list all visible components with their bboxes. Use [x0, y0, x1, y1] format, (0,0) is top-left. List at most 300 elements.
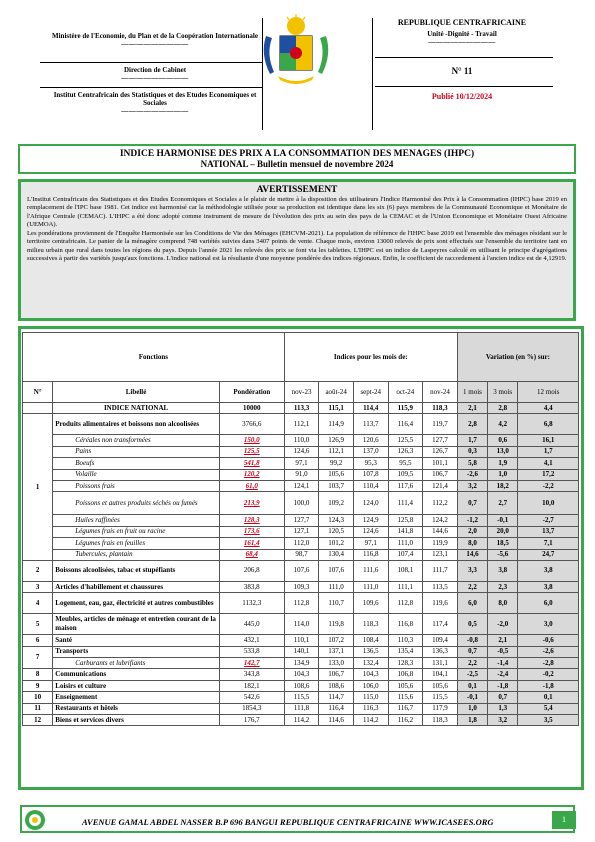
- row-index-value: 133,0: [319, 658, 354, 669]
- institute-label: Institut Centrafricain des Statistiques et des Etudes Economiques et Sociales —————————: [53, 91, 257, 116]
- bulletin-title: INDICE HARMONISE DES PRIX A LA CONSOMMATION DES MENAGES (IHPC) NATIONAL – Bulletin mensuel de novembre 2024: [18, 144, 576, 174]
- row-index-value: 95,3: [353, 458, 388, 469]
- table-row: [23, 446, 579, 457]
- row-ponderation: 120,2: [219, 469, 284, 480]
- row-variation-value: 3,8: [518, 560, 579, 581]
- row-variation-value: 1,9: [488, 458, 518, 469]
- row-variation-value: 10,0: [518, 492, 579, 515]
- row-variation-value: 3,2: [457, 480, 487, 491]
- row-number: 5: [23, 614, 53, 635]
- table-row: [23, 560, 579, 581]
- row-index-value: 115,0: [353, 692, 388, 703]
- row-variation-value: 1,8: [457, 715, 487, 726]
- row-ponderation: 445,0: [219, 614, 284, 635]
- row-variation-value: -5,6: [488, 549, 518, 560]
- row-label: Articles d'habillement et chaussures: [53, 581, 220, 592]
- row-index-value: 106,0: [353, 680, 388, 691]
- table-row: [23, 480, 579, 491]
- row-index-value: 110,1: [284, 635, 319, 646]
- row-index-value: 116,8: [388, 614, 423, 635]
- row-number: 11: [23, 703, 53, 714]
- row-label: Légumes frais en fruit ou racine: [53, 526, 220, 537]
- row-ponderation: 128,3: [219, 515, 284, 526]
- row-number: 9: [23, 680, 53, 691]
- published-date: Publié 10/12/2024: [431, 92, 493, 101]
- row-ponderation: 68,4: [219, 549, 284, 560]
- table-row: [23, 581, 579, 592]
- row-variation-value: 3,8: [518, 581, 579, 592]
- row-variation-value: -2,6: [518, 646, 579, 657]
- row-index-value: 109,4: [423, 635, 458, 646]
- row-variation-value: 5,8: [457, 458, 487, 469]
- header-divider-right-2: [375, 86, 553, 87]
- warning-heading: AVERTISSEMENT: [256, 185, 338, 195]
- row-index-value: 110,3: [388, 635, 423, 646]
- row-index-value: 114,7: [319, 692, 354, 703]
- row-index-value: 111,8: [284, 703, 319, 714]
- row-label: Loisirs et culture: [53, 680, 220, 691]
- row-index-value: 111,1: [388, 581, 423, 592]
- row-ponderation: 1132,3: [219, 593, 284, 614]
- cabinet-label: Direction de Cabinet —————————: [121, 66, 189, 83]
- table-row: [23, 414, 579, 435]
- table-row: [23, 646, 579, 657]
- row-label: Céréales non transformées: [53, 435, 220, 446]
- row-index-value: 116,2: [388, 715, 423, 726]
- row-ponderation: 3766,6: [219, 414, 284, 435]
- row-variation-value: 0,7: [457, 646, 487, 657]
- row-index-value: 127,1: [284, 526, 319, 537]
- row-number: 4: [23, 593, 53, 614]
- row-index-value: 117,9: [423, 703, 458, 714]
- row-variation-value: -0,2: [518, 669, 579, 680]
- row-index-value: 111,4: [388, 492, 423, 515]
- row-index-value: 97,1: [353, 538, 388, 549]
- row-index-value: 125,5: [388, 435, 423, 446]
- row-index-value: 120,6: [353, 435, 388, 446]
- row-index-value: 125,8: [388, 515, 423, 526]
- row-index-value: 127,7: [423, 435, 458, 446]
- row-variation-value: 18,2: [488, 480, 518, 491]
- row-index-value: 144,6: [423, 526, 458, 537]
- row-index-value: 106,7: [423, 469, 458, 480]
- row-index-value: 124,2: [423, 515, 458, 526]
- table-row: [23, 549, 579, 560]
- row-label: Volaille: [53, 469, 220, 480]
- table-row: [23, 715, 579, 726]
- row-index-value: 98,7: [284, 549, 319, 560]
- row-index-value: 114,6: [319, 715, 354, 726]
- row-index-value: 130,4: [319, 549, 354, 560]
- row-index-value: 109,3: [284, 581, 319, 592]
- row-number: 1: [23, 414, 53, 561]
- row-index-value: 124,3: [319, 515, 354, 526]
- row-index-value: 111,0: [388, 538, 423, 549]
- row-variation-value: -2,0: [488, 614, 518, 635]
- row-index-value: 116,7: [388, 703, 423, 714]
- row-number: 6: [23, 635, 53, 646]
- row-index-value: 115,5: [284, 692, 319, 703]
- national-label: INDICE NATIONAL: [53, 403, 220, 414]
- row-index-value: 126,3: [388, 446, 423, 457]
- row-label: Poissons frais: [53, 480, 220, 491]
- row-index-value: 124,6: [284, 446, 319, 457]
- row-variation-value: 8,0: [457, 538, 487, 549]
- row-ponderation: 432,1: [219, 635, 284, 646]
- row-index-value: 100,0: [284, 492, 319, 515]
- table-row: [23, 614, 579, 635]
- row-label: Logement, eau, gaz, électricité et autres combustibles: [53, 593, 220, 614]
- row-variation-value: 2,1: [488, 635, 518, 646]
- row-variation-value: -2,5: [457, 669, 487, 680]
- row-variation-value: 0,6: [488, 435, 518, 446]
- row-index-value: 111,6: [353, 560, 388, 581]
- row-index-value: 113,7: [353, 414, 388, 435]
- row-index-value: 116,3: [353, 703, 388, 714]
- row-index-value: 135,4: [388, 646, 423, 657]
- row-index-value: 110,0: [284, 435, 319, 446]
- row-variation-value: 2,2: [457, 658, 487, 669]
- row-variation-value: 1,0: [457, 703, 487, 714]
- row-variation-value: 13,7: [518, 526, 579, 537]
- header-divider-right-1: [375, 57, 553, 58]
- row-number: 12: [23, 715, 53, 726]
- row-index-value: 136,3: [423, 646, 458, 657]
- row-index-value: 120,5: [319, 526, 354, 537]
- row-variation-value: 6,0: [457, 593, 487, 614]
- row-variation-value: 6,0: [518, 593, 579, 614]
- row-label: Carburants et lubrifiants: [53, 658, 220, 669]
- row-label: Légumes frais en feuilles: [53, 538, 220, 549]
- row-variation-value: 4,2: [488, 414, 518, 435]
- row-variation-value: -2,4: [488, 669, 518, 680]
- table-row: [23, 538, 579, 549]
- row-variation-value: 6,8: [518, 414, 579, 435]
- row-variation-value: -2,8: [518, 658, 579, 669]
- row-variation-value: -0,6: [518, 635, 579, 646]
- row-index-value: 134,9: [284, 658, 319, 669]
- row-index-value: 108,6: [319, 680, 354, 691]
- row-ponderation: 176,7: [219, 715, 284, 726]
- row-index-value: 116,8: [353, 549, 388, 560]
- row-index-value: 119,7: [423, 414, 458, 435]
- row-label: Boissons alcoolisées, tabac et stupéfiants: [53, 560, 220, 581]
- row-variation-value: 1,7: [518, 446, 579, 457]
- row-variation-value: 2,3: [488, 581, 518, 592]
- row-variation-value: 3,2: [488, 715, 518, 726]
- row-index-value: 99,2: [319, 458, 354, 469]
- row-label: Enseignement: [53, 692, 220, 703]
- row-variation-value: 0,1: [457, 680, 487, 691]
- row-ponderation: 182,1: [219, 680, 284, 691]
- coat-of-arms-icon: [260, 14, 332, 88]
- row-variation-value: 3,8: [488, 560, 518, 581]
- row-ponderation: 213,9: [219, 492, 284, 515]
- row-ponderation: 533,8: [219, 646, 284, 657]
- row-variation-value: 2,2: [457, 581, 487, 592]
- row-index-value: 115,5: [423, 692, 458, 703]
- row-index-value: 112,2: [423, 492, 458, 515]
- row-variation-value: -2,2: [518, 480, 579, 491]
- row-index-value: 126,7: [423, 446, 458, 457]
- institute-logo-icon: [24, 809, 46, 831]
- table-row: [23, 680, 579, 691]
- row-ponderation: 150,0: [219, 435, 284, 446]
- row-index-value: 118,3: [353, 614, 388, 635]
- header-month-4: oct-24: [388, 382, 423, 403]
- row-ponderation: 173,6: [219, 526, 284, 537]
- index-table: [22, 332, 579, 726]
- row-variation-value: -0,1: [457, 692, 487, 703]
- row-index-value: 107,6: [319, 560, 354, 581]
- row-label: Biens et services divers: [53, 715, 220, 726]
- row-index-value: 109,6: [353, 593, 388, 614]
- row-index-value: 128,3: [388, 658, 423, 669]
- row-variation-value: 20,0: [488, 526, 518, 537]
- header-var-2: 3 mois: [488, 382, 518, 403]
- row-ponderation: 142,7: [219, 658, 284, 669]
- row-label: Communications: [53, 669, 220, 680]
- row-index-value: 119,6: [423, 593, 458, 614]
- row-variation-value: 0,7: [457, 492, 487, 515]
- row-index-value: 108,4: [353, 635, 388, 646]
- row-index-value: 91,0: [284, 469, 319, 480]
- warning-paragraph-2: Les pondérations proviennent de l'Enquête Harmonisée sur les Conditions de Vie des Ménages (EHCVM-2021). La population de référence de l'IHPC base 2019 est l'ensemble des ménages résidant sur le territoire centrafricain. Le panier de la ménagère comprend 748 variétés suivies dans 3407 points de vente. Chaque mois, environ 13000 relevés de prix sont effectués sur l'ensemble du territoire tant en milieu urbain que rural dans toutes les régions du pays. Depuis l'année 2021 les relevés des prix se font via les tablettes. L'IHPC est un indice de Laspeyres calculé en utilisant le principe d'agrégations successives à partir des variétés jusqu'aux fonctions. L'indice national est la résultante d'une moyenne pondérée des indices régionaux. Enfin, le coefficient de raccordement à l'ancien indice est de 4,12919.: [27, 229, 567, 263]
- country-label: REPUBLIQUE CENTRAFRICAINE: [397, 18, 527, 27]
- row-index-value: 113,5: [423, 581, 458, 592]
- row-variation-value: 2,8: [457, 414, 487, 435]
- row-index-value: 103,7: [319, 480, 354, 491]
- row-variation-value: 1,0: [488, 469, 518, 480]
- row-variation-value: 14,6: [457, 549, 487, 560]
- row-number: 3: [23, 581, 53, 592]
- header-var-1: 1 mois: [457, 382, 487, 403]
- table-row: [23, 469, 579, 480]
- row-variation-value: 1,3: [488, 703, 518, 714]
- row-index-value: 97,1: [284, 458, 319, 469]
- row-index-value: 124,0: [353, 492, 388, 515]
- table-row: [23, 692, 579, 703]
- row-index-value: 109,5: [388, 469, 423, 480]
- row-number: 2: [23, 560, 53, 581]
- row-variation-value: 7,1: [518, 538, 579, 549]
- row-index-value: 106,7: [319, 669, 354, 680]
- row-label: Meubles, articles de ménage et entretien courant de la maison: [53, 614, 220, 635]
- row-variation-value: 5,4: [518, 703, 579, 714]
- row-index-value: 131,1: [423, 658, 458, 669]
- table-row: [23, 635, 579, 646]
- row-variation-value: 1,7: [457, 435, 487, 446]
- footer-bar: [20, 805, 575, 833]
- row-index-value: 114,2: [353, 715, 388, 726]
- table-row: [23, 526, 579, 537]
- row-index-value: 124,6: [353, 526, 388, 537]
- row-index-value: 105,6: [423, 680, 458, 691]
- row-variation-value: 0,1: [518, 692, 579, 703]
- row-index-value: 111,7: [423, 560, 458, 581]
- row-ponderation: 1854,3: [219, 703, 284, 714]
- row-variation-value: 13,0: [488, 446, 518, 457]
- row-index-value: 107,8: [353, 469, 388, 480]
- row-index-value: 107,6: [284, 560, 319, 581]
- row-variation-value: 17,2: [518, 469, 579, 480]
- row-ponderation: 61,0: [219, 480, 284, 491]
- warning-box: [18, 179, 576, 321]
- national-row: INDICE NATIONAL 10000 113,3 115,1 114,4 115,9 118,3 2,1 2,8 4,4: [23, 403, 579, 414]
- row-index-value: 116,4: [388, 414, 423, 435]
- row-variation-value: -1,8: [488, 680, 518, 691]
- row-label: Pains: [53, 446, 220, 457]
- page-number: 1: [552, 811, 576, 829]
- row-variation-value: 4,1: [518, 458, 579, 469]
- row-index-value: 109,2: [319, 492, 354, 515]
- row-ponderation: 343,8: [219, 669, 284, 680]
- row-index-value: 107,4: [388, 549, 423, 560]
- row-index-value: 126,9: [319, 435, 354, 446]
- row-index-value: 137,1: [319, 646, 354, 657]
- row-index-value: 119,8: [319, 614, 354, 635]
- row-variation-value: 3,5: [518, 715, 579, 726]
- row-index-value: 123,1: [423, 549, 458, 560]
- row-variation-value: 24,7: [518, 549, 579, 560]
- row-index-value: 119,9: [423, 538, 458, 549]
- row-variation-value: 0,7: [488, 692, 518, 703]
- row-variation-value: 0,3: [457, 446, 487, 457]
- row-label: Restaurants et hôtels: [53, 703, 220, 714]
- row-label: Poissons et autres produits séchés ou fumés: [53, 492, 220, 515]
- row-label: Tubercules, plantain: [53, 549, 220, 560]
- table-row: [23, 458, 579, 469]
- row-variation-value: 16,1: [518, 435, 579, 446]
- row-index-value: 112,1: [319, 446, 354, 457]
- row-ponderation: 383,8: [219, 581, 284, 592]
- row-index-value: 136,5: [353, 646, 388, 657]
- table-row: [23, 435, 579, 446]
- row-index-value: 124,1: [284, 480, 319, 491]
- table-row: [23, 669, 579, 680]
- row-variation-value: 3,3: [457, 560, 487, 581]
- row-index-value: 105,6: [319, 469, 354, 480]
- row-index-value: 114,2: [284, 715, 319, 726]
- header-divider-left-2: [40, 87, 262, 88]
- row-variation-value: 2,7: [488, 492, 518, 515]
- row-index-value: 111,0: [319, 581, 354, 592]
- row-ponderation: 541,8: [219, 458, 284, 469]
- table-row: [23, 593, 579, 614]
- row-number: 8: [23, 669, 53, 680]
- row-index-value: 121,4: [423, 480, 458, 491]
- header-month-2: août-24: [319, 382, 354, 403]
- row-ponderation: 125,5: [219, 446, 284, 457]
- header-indices: Indices pour les mois de:: [284, 333, 457, 382]
- header-ponderation: Pondération: [219, 382, 284, 403]
- header-month-5: nov-24: [423, 382, 458, 403]
- row-index-value: 124,9: [353, 515, 388, 526]
- row-index-value: 114,9: [319, 414, 354, 435]
- row-variation-value: -0,8: [457, 635, 487, 646]
- header-var-3: 12 mois: [518, 382, 579, 403]
- row-variation-value: -1,4: [488, 658, 518, 669]
- motto-label: Unité -Dignité - Travail —————————: [427, 30, 497, 47]
- row-index-value: 112,8: [388, 593, 423, 614]
- row-index-value: 104,1: [423, 669, 458, 680]
- footer-address: AVENUE GAMAL ABDEL NASSER B.P 696 BANGUI REPUBLIQUE CENTRAFRICAINE WWW.ICASEES.ORG: [82, 817, 494, 827]
- row-index-value: 105,6: [388, 680, 423, 691]
- bulletin-number: N° 11: [451, 66, 473, 76]
- row-number: 7: [23, 646, 53, 669]
- row-variation-value: 0,5: [457, 614, 487, 635]
- row-index-value: 141,8: [388, 526, 423, 537]
- header-divider-left-1: [40, 62, 262, 63]
- row-index-value: 112,8: [284, 593, 319, 614]
- row-variation-value: -1,2: [457, 515, 487, 526]
- header-libelle: Libellé: [53, 382, 220, 403]
- header-num: N°: [23, 382, 53, 403]
- row-index-value: 112,1: [284, 414, 319, 435]
- row-index-value: 127,7: [284, 515, 319, 526]
- row-index-value: 104,3: [284, 669, 319, 680]
- row-index-value: 115,6: [388, 692, 423, 703]
- row-variation-value: -2,7: [518, 515, 579, 526]
- row-variation-value: -0,5: [488, 646, 518, 657]
- row-index-value: 106,8: [388, 669, 423, 680]
- row-index-value: 117,6: [388, 480, 423, 491]
- header-month-3: sept-24: [353, 382, 388, 403]
- row-label: Produits alimentaires et boissons non alcoolisées: [53, 414, 220, 435]
- row-index-value: 101,2: [319, 538, 354, 549]
- row-variation-value: 18,5: [488, 538, 518, 549]
- row-index-value: 111,0: [353, 581, 388, 592]
- header-fonctions: Fonctions: [23, 333, 285, 382]
- row-index-value: 110,4: [353, 480, 388, 491]
- row-variation-value: 3,0: [518, 614, 579, 635]
- row-index-value: 116,4: [319, 703, 354, 714]
- row-label: Transports: [53, 646, 220, 657]
- row-variation-value: -0,1: [488, 515, 518, 526]
- row-ponderation: 206,8: [219, 560, 284, 581]
- table-row: [23, 703, 579, 714]
- row-index-value: 108,6: [284, 680, 319, 691]
- row-index-value: 140,1: [284, 646, 319, 657]
- row-variation-value: -1,8: [518, 680, 579, 691]
- row-variation-value: 8,0: [488, 593, 518, 614]
- row-ponderation: 542,6: [219, 692, 284, 703]
- row-index-value: 112,0: [284, 538, 319, 549]
- row-label: Boeufs: [53, 458, 220, 469]
- row-index-value: 117,4: [423, 614, 458, 635]
- row-index-value: 104,3: [353, 669, 388, 680]
- row-index-value: 114,0: [284, 614, 319, 635]
- row-label: Huiles raffinées: [53, 515, 220, 526]
- row-label: Santé: [53, 635, 220, 646]
- table-row: [23, 658, 579, 669]
- header-month-1: nov-23: [284, 382, 319, 403]
- row-index-value: 107,2: [319, 635, 354, 646]
- table-row: [23, 492, 579, 515]
- row-ponderation: 161,4: [219, 538, 284, 549]
- row-index-value: 101,1: [423, 458, 458, 469]
- table-row: [23, 515, 579, 526]
- row-index-value: 110,7: [319, 593, 354, 614]
- row-index-value: 118,3: [423, 715, 458, 726]
- row-index-value: 137,0: [353, 446, 388, 457]
- ministry-label: Ministère de l'Economie, du Plan et de la Coopération Internationale —————————: [52, 32, 258, 49]
- row-number: 10: [23, 692, 53, 703]
- row-index-value: 95,5: [388, 458, 423, 469]
- row-variation-value: 2,0: [457, 526, 487, 537]
- warning-paragraph-1: L'Institut Centrafricain des Statistiques et des Etudes Economiques et Sociales a le plaisir de mettre à la disposition des utilisateurs l'Indice Harmonisé des Prix à la Consommation (IHPC) base 2019 en remplacement de l'IPC base 1981. Cet indice est harmonisé car la méthodologie utilisée pour sa production est identique dans les six (6) pays membres de la Communauté Economique et Monétaire de l'Afrique Centrale (CEMAC). L'IHPC a été donc adopté comme instrument de mesure de l'évolution des prix au sein des pays de la CEMAC et de l'Union Economique et Monétaire Ouest Africaine (UEMOA).: [27, 196, 567, 229]
- row-index-value: 108,1: [388, 560, 423, 581]
